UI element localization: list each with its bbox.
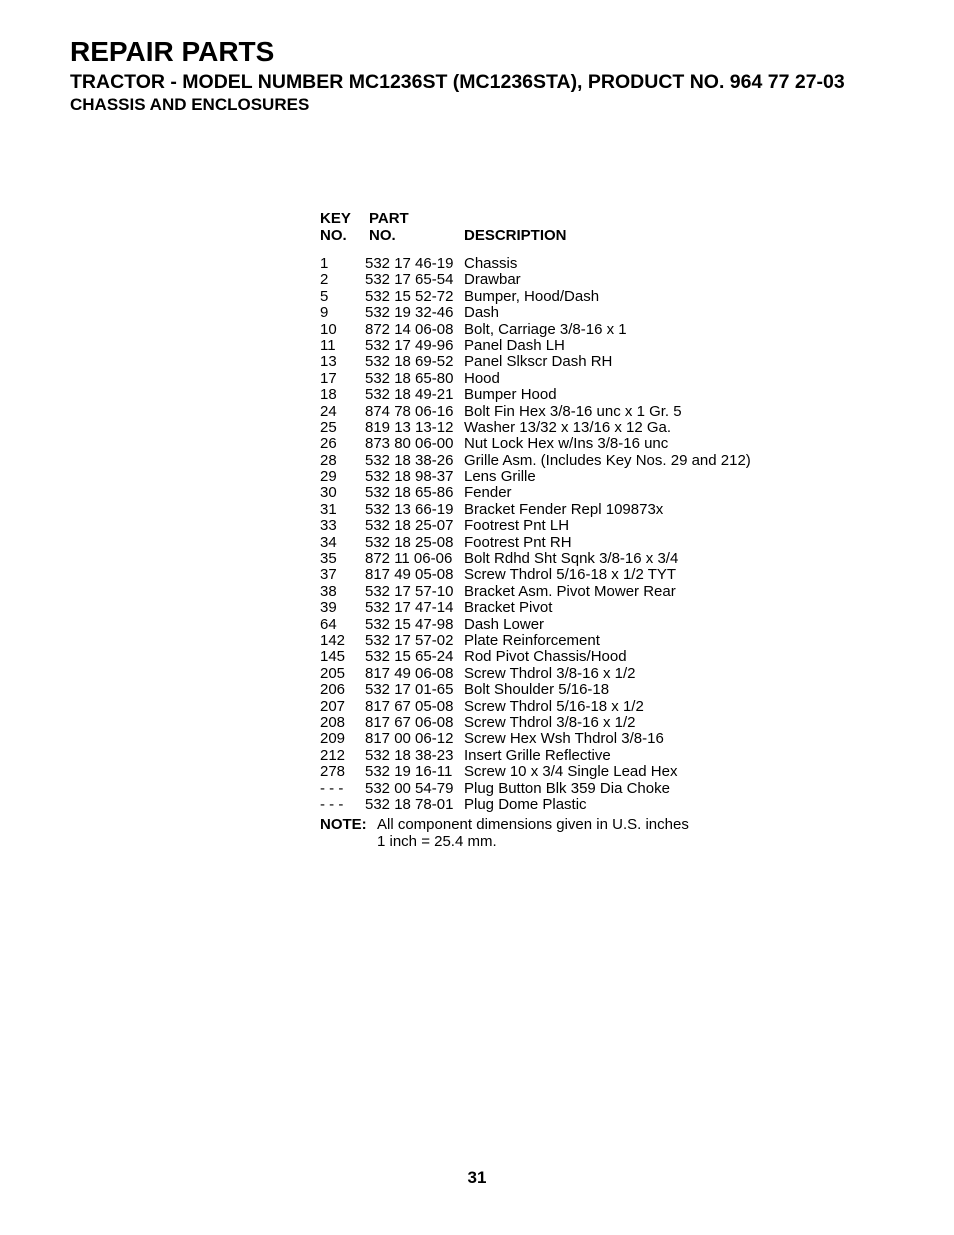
table-row <box>320 338 790 354</box>
table-row <box>320 518 790 534</box>
part-no: 532 19 32-46 <box>365 304 454 322</box>
part-no: 532 17 65-54 <box>365 271 454 289</box>
part-no: 817 67 05-08 <box>365 697 454 715</box>
description: Bracket Asm. Pivot Mower Rear <box>464 582 676 600</box>
table-row <box>320 256 790 272</box>
part-no: 532 17 49-96 <box>365 336 454 354</box>
key-no: 13 <box>320 353 337 371</box>
key-no: 35 <box>320 550 337 568</box>
note <box>320 817 790 851</box>
description: Footrest Pnt RH <box>464 533 572 551</box>
description: Bumper, Hood/Dash <box>464 287 600 305</box>
table-row <box>320 469 790 485</box>
part-no: 532 18 69-52 <box>365 353 454 371</box>
key-no: 207 <box>320 697 346 715</box>
key-no: 5 <box>320 287 329 305</box>
description: Bolt Fin Hex 3/8-16 unc x 1 Gr. 5 <box>464 402 682 420</box>
key-no: 1 <box>320 255 329 272</box>
table-row <box>320 272 790 288</box>
part-no: 532 15 47-98 <box>365 615 454 633</box>
key-no: 29 <box>320 468 337 486</box>
table-row <box>320 289 790 305</box>
table-row <box>320 797 790 813</box>
part-no: 532 18 65-80 <box>365 369 454 387</box>
key-no: 39 <box>320 599 337 617</box>
description: Screw Thdrol 3/8-16 x 1/2 <box>464 664 636 682</box>
key-no: 17 <box>320 369 337 387</box>
part-no: 532 17 57-02 <box>365 631 454 649</box>
table-row <box>320 764 790 780</box>
part-no: 817 49 06-08 <box>365 664 454 682</box>
table-row <box>320 502 790 518</box>
note-line-1: All component dimensions given in U.S. inches <box>377 816 689 834</box>
key-header-line1: KEY <box>320 210 351 227</box>
table-row <box>320 748 790 764</box>
key-no: 278 <box>320 763 346 781</box>
table-row <box>320 453 790 469</box>
note-label: NOTE: <box>320 816 367 834</box>
part-no: 872 11 06-06 <box>365 550 453 568</box>
description: Footrest Pnt LH <box>464 517 570 535</box>
table-row <box>320 633 790 649</box>
part-no: 532 18 78-01 <box>365 795 454 813</box>
table-row <box>320 699 790 715</box>
parts-list <box>320 210 790 851</box>
part-no: 532 15 52-72 <box>365 287 454 305</box>
part-no: 532 19 16-11 <box>365 763 453 781</box>
description: Bolt Rdhd Sht Sqnk 3/8-16 x 3/4 <box>464 550 679 568</box>
key-no: 24 <box>320 402 337 420</box>
part-no: 532 17 57-10 <box>365 582 454 600</box>
description: Screw Thdrol 5/16-18 x 1/2 <box>464 697 644 715</box>
table-row <box>320 551 790 567</box>
key-no: 208 <box>320 713 346 731</box>
key-no: 33 <box>320 517 337 535</box>
key-no: 10 <box>320 320 337 338</box>
description: Panel Slkscr Dash RH <box>464 353 613 371</box>
description: Screw 10 x 3/4 Single Lead Hex <box>464 763 678 781</box>
key-no-header <box>320 210 351 244</box>
page-number: 31 <box>467 1168 487 1187</box>
part-no: 532 17 01-65 <box>365 681 454 699</box>
table-row <box>320 354 790 370</box>
description: Plug Button Blk 359 Dia Choke <box>464 779 670 797</box>
table-row <box>320 485 790 501</box>
table-row <box>320 600 790 616</box>
part-no: 873 80 06-00 <box>365 435 454 453</box>
table-row <box>320 715 790 731</box>
part-no: 872 14 06-08 <box>365 320 454 338</box>
key-no: - - - <box>320 779 344 797</box>
table-row <box>320 617 790 633</box>
part-no: 532 18 25-08 <box>365 533 454 551</box>
key-no: 205 <box>320 664 346 682</box>
key-no: 9 <box>320 304 329 322</box>
part-no: 532 18 65-86 <box>365 484 454 502</box>
key-no: 26 <box>320 435 337 453</box>
description: Bumper Hood <box>464 386 557 404</box>
part-header-line2: NO. <box>369 227 396 244</box>
part-no: 874 78 06-16 <box>365 402 454 420</box>
description: Insert Grille Reflective <box>464 746 611 764</box>
table-row <box>320 404 790 420</box>
key-no: 28 <box>320 451 337 469</box>
key-no: 25 <box>320 418 337 436</box>
description: Screw Hex Wsh Thdrol 3/8-16 <box>464 730 664 748</box>
table-row <box>320 731 790 747</box>
description: Bracket Fender Repl 109873x <box>464 500 664 518</box>
part-no: 532 13 66-19 <box>365 500 454 518</box>
description: Hood <box>464 369 500 387</box>
key-no: 142 <box>320 631 346 649</box>
description: Lens Grille <box>464 468 536 486</box>
part-no: 532 17 46-19 <box>365 255 454 272</box>
key-no: 37 <box>320 566 337 584</box>
key-no: 2 <box>320 271 329 289</box>
description: Bolt, Carriage 3/8-16 x 1 <box>464 320 627 338</box>
table-row <box>320 666 790 682</box>
key-no: 34 <box>320 533 337 551</box>
key-no: - - - <box>320 795 344 813</box>
key-no: 206 <box>320 681 346 699</box>
table-row <box>320 535 790 551</box>
key-no: 145 <box>320 648 346 666</box>
table-row <box>320 567 790 583</box>
description: Rod Pivot Chassis/Hood <box>464 648 627 666</box>
description: Plate Reinforcement <box>464 631 600 649</box>
description: Dash <box>464 304 500 322</box>
description: Bracket Pivot <box>464 599 553 617</box>
description: Chassis <box>464 255 518 272</box>
table-row <box>320 682 790 698</box>
table-row <box>320 322 790 338</box>
key-no: 11 <box>320 336 336 354</box>
part-no: 532 18 98-37 <box>365 468 454 486</box>
key-no: 64 <box>320 615 337 633</box>
description: Grille Asm. (Includes Key Nos. 29 and 212) <box>464 451 751 469</box>
key-no: 212 <box>320 746 346 764</box>
description: Fender <box>464 484 512 502</box>
model-subtitle: TRACTOR - MODEL NUMBER MC1236ST (MC1236STA), PRODUCT NO. 964 77 27-03 <box>70 71 845 93</box>
part-no: 532 00 54-79 <box>365 779 454 797</box>
table-row <box>320 420 790 436</box>
description: Washer 13/32 x 13/16 x 12 Ga. <box>464 418 672 436</box>
part-no: 817 00 06-12 <box>365 730 454 748</box>
key-no: 31 <box>320 500 337 518</box>
part-no: 532 18 38-26 <box>365 451 454 469</box>
parts-rows <box>320 256 790 813</box>
part-no: 819 13 13-12 <box>365 418 454 436</box>
table-row <box>320 371 790 387</box>
key-no: 30 <box>320 484 337 502</box>
part-no-header <box>369 210 409 244</box>
description: Screw Thdrol 3/8-16 x 1/2 <box>464 713 636 731</box>
part-no: 532 17 47-14 <box>365 599 454 617</box>
part-no: 817 49 05-08 <box>365 566 454 584</box>
description: Panel Dash LH <box>464 336 565 354</box>
parts-list-header <box>320 210 790 254</box>
part-no: 532 18 49-21 <box>365 386 454 404</box>
note-line-2: 1 inch = 25.4 mm. <box>377 832 497 850</box>
table-row <box>320 649 790 665</box>
description: Nut Lock Hex w/Ins 3/8-16 unc <box>464 435 669 453</box>
description: Drawbar <box>464 271 521 289</box>
description-header: DESCRIPTION <box>464 227 567 244</box>
part-no: 532 15 65-24 <box>365 648 454 666</box>
part-no: 532 18 38-23 <box>365 746 454 764</box>
description: Bolt Shoulder 5/16-18 <box>464 681 610 699</box>
description: Dash Lower <box>464 615 545 633</box>
description: Screw Thdrol 5/16-18 x 1/2 TYT <box>464 566 677 584</box>
table-row <box>320 584 790 600</box>
description: Plug Dome Plastic <box>464 795 587 813</box>
table-row <box>320 305 790 321</box>
part-no: 532 18 25-07 <box>365 517 454 535</box>
part-header-line1: PART <box>369 210 409 227</box>
part-no: 817 67 06-08 <box>365 713 454 731</box>
key-header-line2: NO. <box>320 227 347 244</box>
section-title: CHASSIS AND ENCLOSURES <box>70 95 310 114</box>
key-no: 18 <box>320 386 337 404</box>
page-title: REPAIR PARTS <box>70 36 275 67</box>
table-row <box>320 387 790 403</box>
key-no: 38 <box>320 582 337 600</box>
table-row <box>320 436 790 452</box>
table-row <box>320 781 790 797</box>
key-no: 209 <box>320 730 346 748</box>
